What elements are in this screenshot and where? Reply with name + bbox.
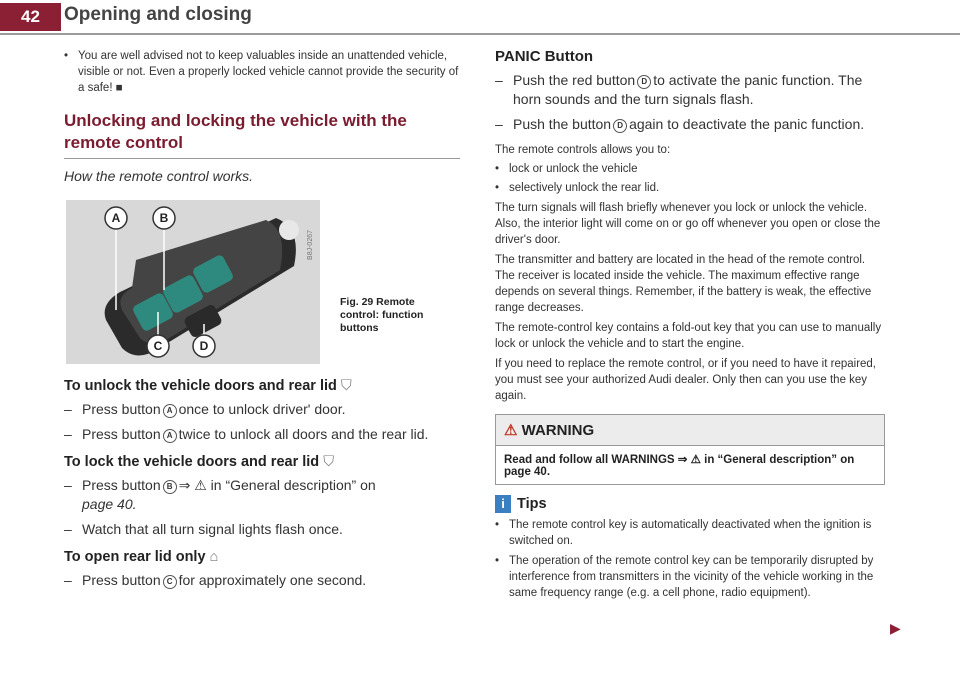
lock-item: – Watch that all turn signal lights flash once.: [64, 521, 343, 537]
allow-item: • lock or unlock the vehicle: [495, 163, 638, 175]
rear-lid-unlock-icon: ⛉: [340, 378, 352, 394]
remote-control-illustration: [66, 200, 320, 364]
paragraph: The turn signals will flash briefly whenever you lock or unlock the vehicle. Also, the interior light will come on or go off whenever you open or close the driver's door.: [495, 202, 881, 246]
rear-lid-item: – Press button C for approximately one second.: [64, 572, 367, 588]
panic-heading: PANIC Button: [495, 48, 594, 65]
section-subtitle: How the remote control works.: [64, 168, 254, 184]
lock-heading: To lock the vehicle doors and rear lid ⛉: [64, 454, 335, 470]
callout-a: A: [111, 211, 121, 225]
tips-header: i Tips: [495, 495, 885, 513]
figure-caption: Fig. 29 Remote control: function buttons: [340, 296, 424, 334]
continue-arrow-icon: ▶: [890, 620, 901, 636]
paragraph: If you need to replace the remote control, or if you need to have it repaired, you must see your authorized Audi dealer. Only then can you use the key again.: [495, 358, 877, 402]
lock-item: – Press button B ⇒ ⚠ in “General description” on page 40.: [64, 477, 376, 512]
paragraph: The remote-control key contains a fold-out key that you can use to manually lock or unlock the vehicle and to start the engine.: [495, 322, 882, 350]
unlock-heading: To unlock the vehicle doors and rear lid ⛉: [64, 378, 352, 394]
warning-text: Read and follow all WARNINGS ⇒ ⚠ in “General description” on page 40.: [504, 454, 855, 478]
warning-header: ⚠ WARNING: [496, 415, 884, 446]
tip-item: • The remote control key is automatically deactivated when the ignition is switched on.: [495, 519, 872, 547]
car-rear-icon: ⌂: [209, 549, 219, 565]
section-rule: [64, 158, 460, 159]
left-column: [64, 48, 460, 590]
unlock-item: – Press button A twice to unlock all doors and the rear lid.: [64, 426, 429, 442]
rear-lid-lock-icon: ⛉: [323, 454, 335, 470]
panic-item: – Push the button D again to deactivate the panic function.: [495, 116, 865, 132]
intro-bullet: • You are well advised not to keep valuables inside an unattended vehicle, visible or not. Even a properly locked vehicle cannot provide the security of a safe! ■: [64, 50, 459, 94]
tip-item: • The operation of the remote control key can be temporarily disrupted by interference from transmitters in the vicinity of the vehicle working in the same frequency range (e.g. a cell phone, radio equipment).: [495, 555, 874, 599]
warning-triangle-icon: ⚠: [504, 422, 518, 439]
unlock-item: – Press button A once to unlock driver' door.: [64, 401, 346, 417]
paragraph: The transmitter and battery are located in the head of the remote control. The receiver is located inside the vehicle. The maximum effective range depends on several things. Remember, if the battery is weak, the effective range decreases.: [495, 254, 872, 314]
figure: [64, 200, 460, 368]
section-title: Unlocking and locking the vehicle with the remote control: [64, 111, 407, 152]
allows-text: The remote controls allows you to:: [495, 144, 671, 156]
callout-c: C: [153, 339, 163, 353]
callout-d: D: [199, 339, 209, 353]
panic-item: – Push the red button D to activate the panic function. The horn sounds and the turn signals flash.: [495, 72, 863, 107]
right-column: [495, 48, 885, 601]
image-code: B8J-0267: [307, 230, 314, 260]
warning-box: [495, 414, 885, 485]
page-title: Opening and closing: [64, 4, 252, 25]
header-rule: [0, 33, 960, 35]
allow-item: • selectively unlock the rear lid.: [495, 182, 660, 194]
info-icon: i: [495, 495, 511, 513]
callout-b: B: [159, 211, 169, 225]
rear-lid-heading: To open rear lid only ⌂: [64, 549, 219, 565]
page-number: 42: [0, 3, 61, 31]
